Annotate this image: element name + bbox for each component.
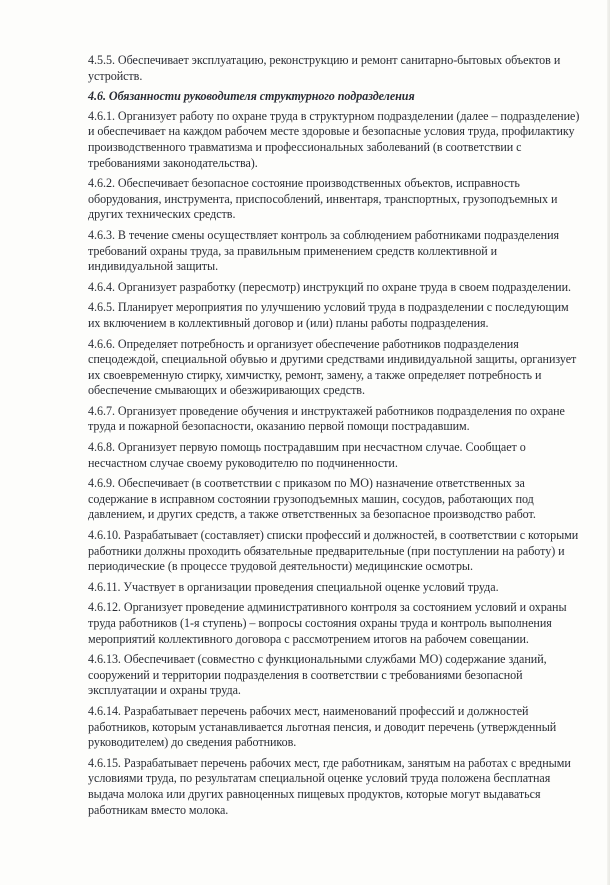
paragraph-4-6-6: 4.6.6. Определяет потребность и организует обеспечение работников подразделения спецодеждой, специальной обувью и другими средствами индивидуальной защиты, организует их своевременную стирку, химчистку, ремонт, замену, а также определяет потребность и обеспечение смывающих и обезжиривающих средств.: [88, 336, 577, 398]
document-body: [88, 53, 584, 823]
paragraph-4-6-7: 4.6.7. Организует проведение обучения и инструктажей работников подразделения по охране труда и пожарной безопасности, оказанию первой помощи пострадавшим.: [88, 403, 565, 434]
paragraph-4-6-15: 4.6.15. Разрабатывает перечень рабочих мест, где работникам, занятым на работах с вредными условиями труда, по результатам специальной оценке условий труда положена бесплатная выдача молока или других равноценных пищевых продуктов, которые могут выдаваться работникам вместо молока.: [88, 755, 571, 817]
paragraph-4-6-5: 4.6.5. Планирует мероприятия по улучшению условий труда в подразделении с последующим их включением в коллективный договор и (или) планы работы подразделения.: [88, 300, 569, 330]
paragraph-4-6-2: 4.6.2. Обеспечивает безопасное состояние производственных объектов, исправность оборудования, инструмента, приспособлений, инвентаря, транспортных, грузоподъемных и других технических средств.: [88, 176, 558, 222]
paragraph-4-6-13: 4.6.13. Обеспечивает (совместно с функциональными службами МО) содержание зданий, сооружений и территории подразделения в соответствии с требованиями безопасной эксплуатации и охраны труда.: [88, 652, 547, 698]
paragraph-4-6-14: 4.6.14. Разрабатывает перечень рабочих мест, наименований профессий и должностей работников, которым устанавливается льготная пенсия, и доводит перечень (утвержденный руководителем) до сведения работников.: [88, 703, 557, 750]
paragraph-4-6-4: 4.6.4. Организует разработку (пересмотр) инструкций по охране труда в своем подразделении.: [88, 279, 571, 294]
paragraph-4-6-1: 4.6.1. Организует работу по охране труда в структурном подразделении (далее – подразделение) и обеспечивает на каждом рабочем месте здоровые и безопасные условия труда, профилактику производственного травматизма и профессиональных заболеваний (в соответствии с требованиями законодательства).: [88, 108, 580, 170]
paragraph-4-6-3: 4.6.3. В течение смены осуществляет контроль за соблюдением работниками подразделения требований охраны труда, за правильным применением средств коллективной и индивидуальной защиты.: [88, 227, 560, 274]
paragraph-4-6-10: 4.6.10. Разрабатывает (составляет) списки профессий и должностей, в соответствии с которыми работники должны проходить обязательные предварительные (при поступлении на работу) и периодические (в процессе трудовой деятельности) медицинские осмотры.: [88, 528, 579, 574]
paragraph-4-6-11: 4.6.11. Участвует в организации проведения специальной оценке условий труда.: [88, 579, 499, 594]
paragraph-4-6-12: 4.6.12. Организует проведение административного контроля за состоянием условий и охраны труда работников (1-я ступень) – вопросы состояния охраны труда и контроль выполнения мероприятий коллективного договора с рассмотрением итогов на рабочем совещании.: [88, 600, 567, 646]
section-heading-4-6: 4.6. Обязанности руководителя структурного подразделения: [88, 89, 415, 104]
paragraph-4-6-8: 4.6.8. Организует первую помощь пострадавшим при несчастном случае. Сообщает о несчастном случае своему руководителю по подчиненности.: [88, 440, 526, 470]
paragraph-4-5-5: 4.5.5. Обеспечивает эксплуатацию, реконструкцию и ремонт санитарно-бытовых объектов и устройств.: [88, 53, 561, 83]
paragraph-4-6-9: 4.6.9. Обеспечивает (в соответствии с приказом по МО) назначение ответственных за содержание в исправном состоянии грузоподъемных машин, сосудов, работающих под давлением, и других средств, а также ответственных за безопасное производство работ.: [88, 476, 536, 522]
